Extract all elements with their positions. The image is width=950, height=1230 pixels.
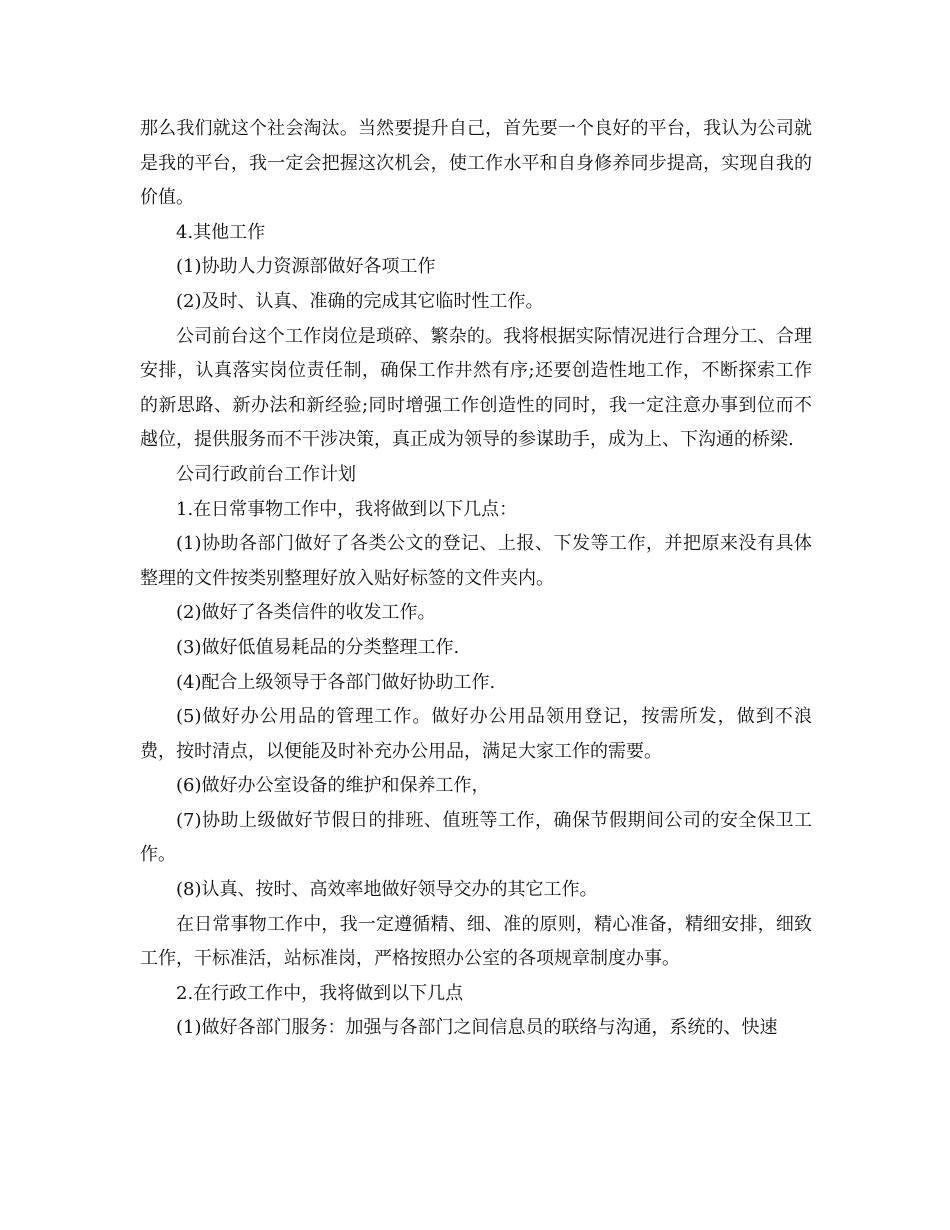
paragraph-14: (7)协助上级做好节假日的排班、值班等工作，确保节假期间公司的安全保卫工作。 — [140, 809, 812, 866]
paragraph-11: (4)配合上级领导于各部门做好协助工作. — [176, 671, 496, 693]
paragraph-7: 1.在日常事物工作中，我将做到以下几点： — [176, 498, 518, 520]
paragraph-13: (6)做好办公室设备的维护和保养工作， — [176, 775, 490, 797]
paragraph-8: (1)协助各部门做好了各类公文的登记、上报、下发等工作，并把原来没有具体整理的文件按类别整理好放入贴好标签的文件夹内。 — [140, 533, 812, 589]
paragraph-5: 公司前台这个工作岗位是琐碎、繁杂的。我将根据实际情况进行合理分工、合理安排，认真落实岗位责任制，确保工作井然有序;还要创造性地工作，不断探索工作的新思路、新办法和新经验;同时增强工作创造性的同时，我一定注意办事到位而不越位，提供服务而不干涉决策，真正成为领导的参谋助手，成为上、下沟通的桥梁. — [140, 325, 812, 451]
paragraph-15: (8)认真、按时、高效率地做好领导交办的其它工作。 — [176, 879, 598, 901]
paragraph-2: 4.其他工作 — [176, 221, 266, 243]
document-body — [140, 112, 812, 1046]
paragraph-16: 在日常事物工作中，我一定遵循精、细、准的原则，精心准备，精细安排，细致工作，干标准活，站标准岗，严格按照办公室的各项规章制度办事。 — [140, 913, 812, 970]
paragraph-4: (2)及时、认真、准确的完成其它临时性工作。 — [176, 290, 544, 312]
paragraph-9: (2)做好了各类信件的收发工作。 — [176, 602, 436, 624]
paragraph-6: 公司行政前台工作计划 — [176, 463, 356, 485]
paragraph-1: 那么我们就这个社会淘汰。当然要提升自己，首先要一个良好的平台，我认为公司就是我的平台，我一定会把握这次机会，使工作水平和自身修养同步提高，实现自我的价值。 — [140, 118, 812, 209]
paragraph-18: (1)做好各部门服务：加强与各部门之间信息员的联络与沟通，系统的、快速 — [176, 1017, 778, 1039]
paragraph-10: (3)做好低值易耗品的分类整理工作. — [176, 636, 460, 658]
paragraph-17: 2.在行政工作中，我将做到以下几点 — [176, 982, 464, 1004]
paragraph-12: (5)做好办公用品的管理工作。做好办公用品领用登记，按需所发，做到不浪费，按时清点，以便能及时补充办公用品，满足大家工作的需要。 — [140, 706, 812, 762]
paragraph-3: (1)协助人力资源部做好各项工作 — [176, 256, 436, 278]
